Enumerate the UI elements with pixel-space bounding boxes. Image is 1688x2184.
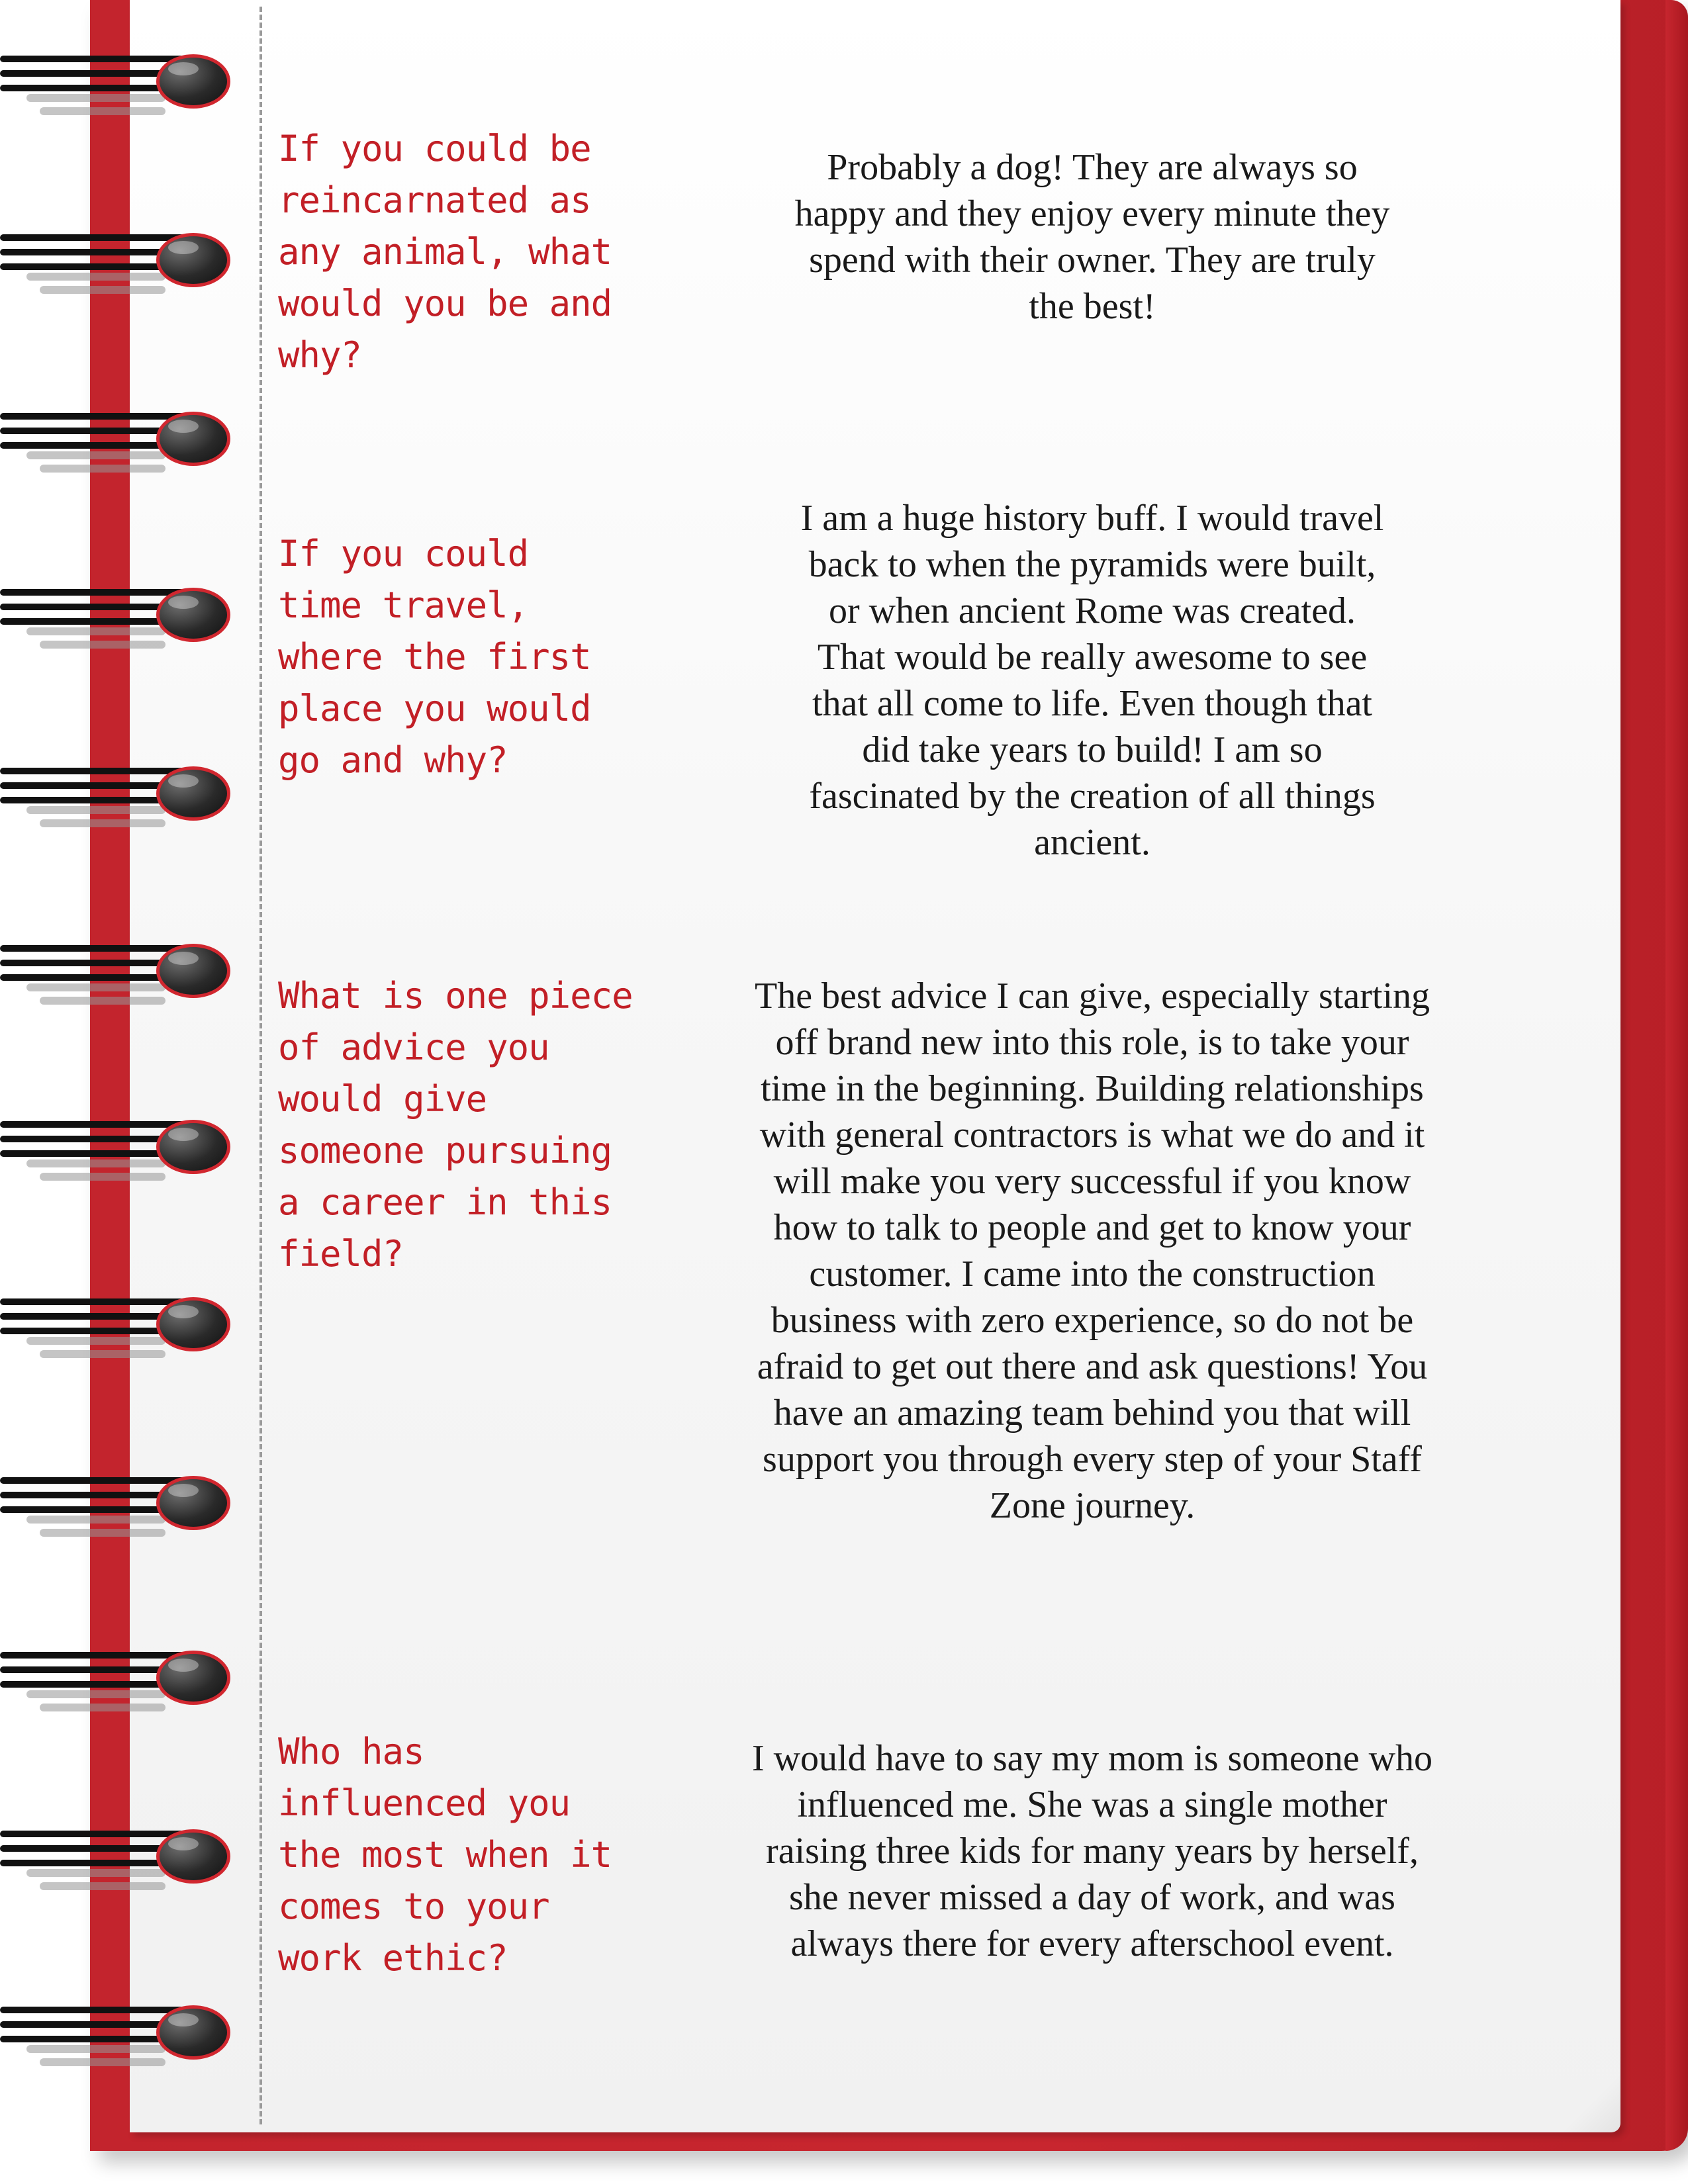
spiral-ring-icon xyxy=(0,1108,238,1181)
question-1: If you could be reincarnated as any animal, what would you be and why? xyxy=(278,128,612,376)
margin-dashed-line xyxy=(259,7,262,2124)
spiral-ring-icon xyxy=(0,400,238,473)
notebook-cover-edge xyxy=(1665,0,1688,2151)
question-3: What is one piece of advice you would give someone pursuing a career in this field? xyxy=(278,975,633,1275)
question-2: If you could time travel, where the first place you would go and why? xyxy=(278,533,591,781)
spiral-ring-icon xyxy=(0,42,238,115)
spiral-ring-icon xyxy=(0,1285,238,1358)
answer-3: The best advice I can give, especially starting off brand new into this role, is to take your time in the beginning. Building relationships with general contractors is what we do and it will make you very successful if you know how to talk to people and get to know your customer. I came into the construction business with zero experience, so do not be afraid to get out there and ask questions! You have an amazing team behind you that will support you through every step of your Staff Zone journey. xyxy=(754,976,1430,1526)
answer-4: I would have to say my mom is someone who influenced me. She was a single mother raising three kids for many years by herself, she never missed a day of work, and was always there for every afterschool event. xyxy=(751,1738,1433,1964)
spiral-ring-icon xyxy=(0,1464,238,1537)
question-4: Who has influenced you the most when it comes to your work ethic? xyxy=(278,1731,612,1979)
spiral-ring-icon xyxy=(0,932,238,1005)
spiral-ring-icon xyxy=(0,1639,238,1711)
spiral-ring-icon xyxy=(0,754,238,827)
spiral-ring-icon xyxy=(0,1817,238,1890)
paper-corner-curl xyxy=(1561,2073,1620,2132)
answer-1: Probably a dog! They are always so happy and they enjoy every minute they spend with their owner. They are truly the best! xyxy=(794,147,1390,327)
spiral-ring-icon xyxy=(0,1993,238,2066)
answer-2: I am a huge history buff. I would travel back to when the pyramids were built, or when ancient Rome was created. That would be really awesome to see that all come to life. Even though that did take years to build! I am so fascinated by the creation of all things ancient. xyxy=(800,498,1384,863)
spiral-ring-icon xyxy=(0,221,238,294)
spiral-ring-icon xyxy=(0,576,238,649)
